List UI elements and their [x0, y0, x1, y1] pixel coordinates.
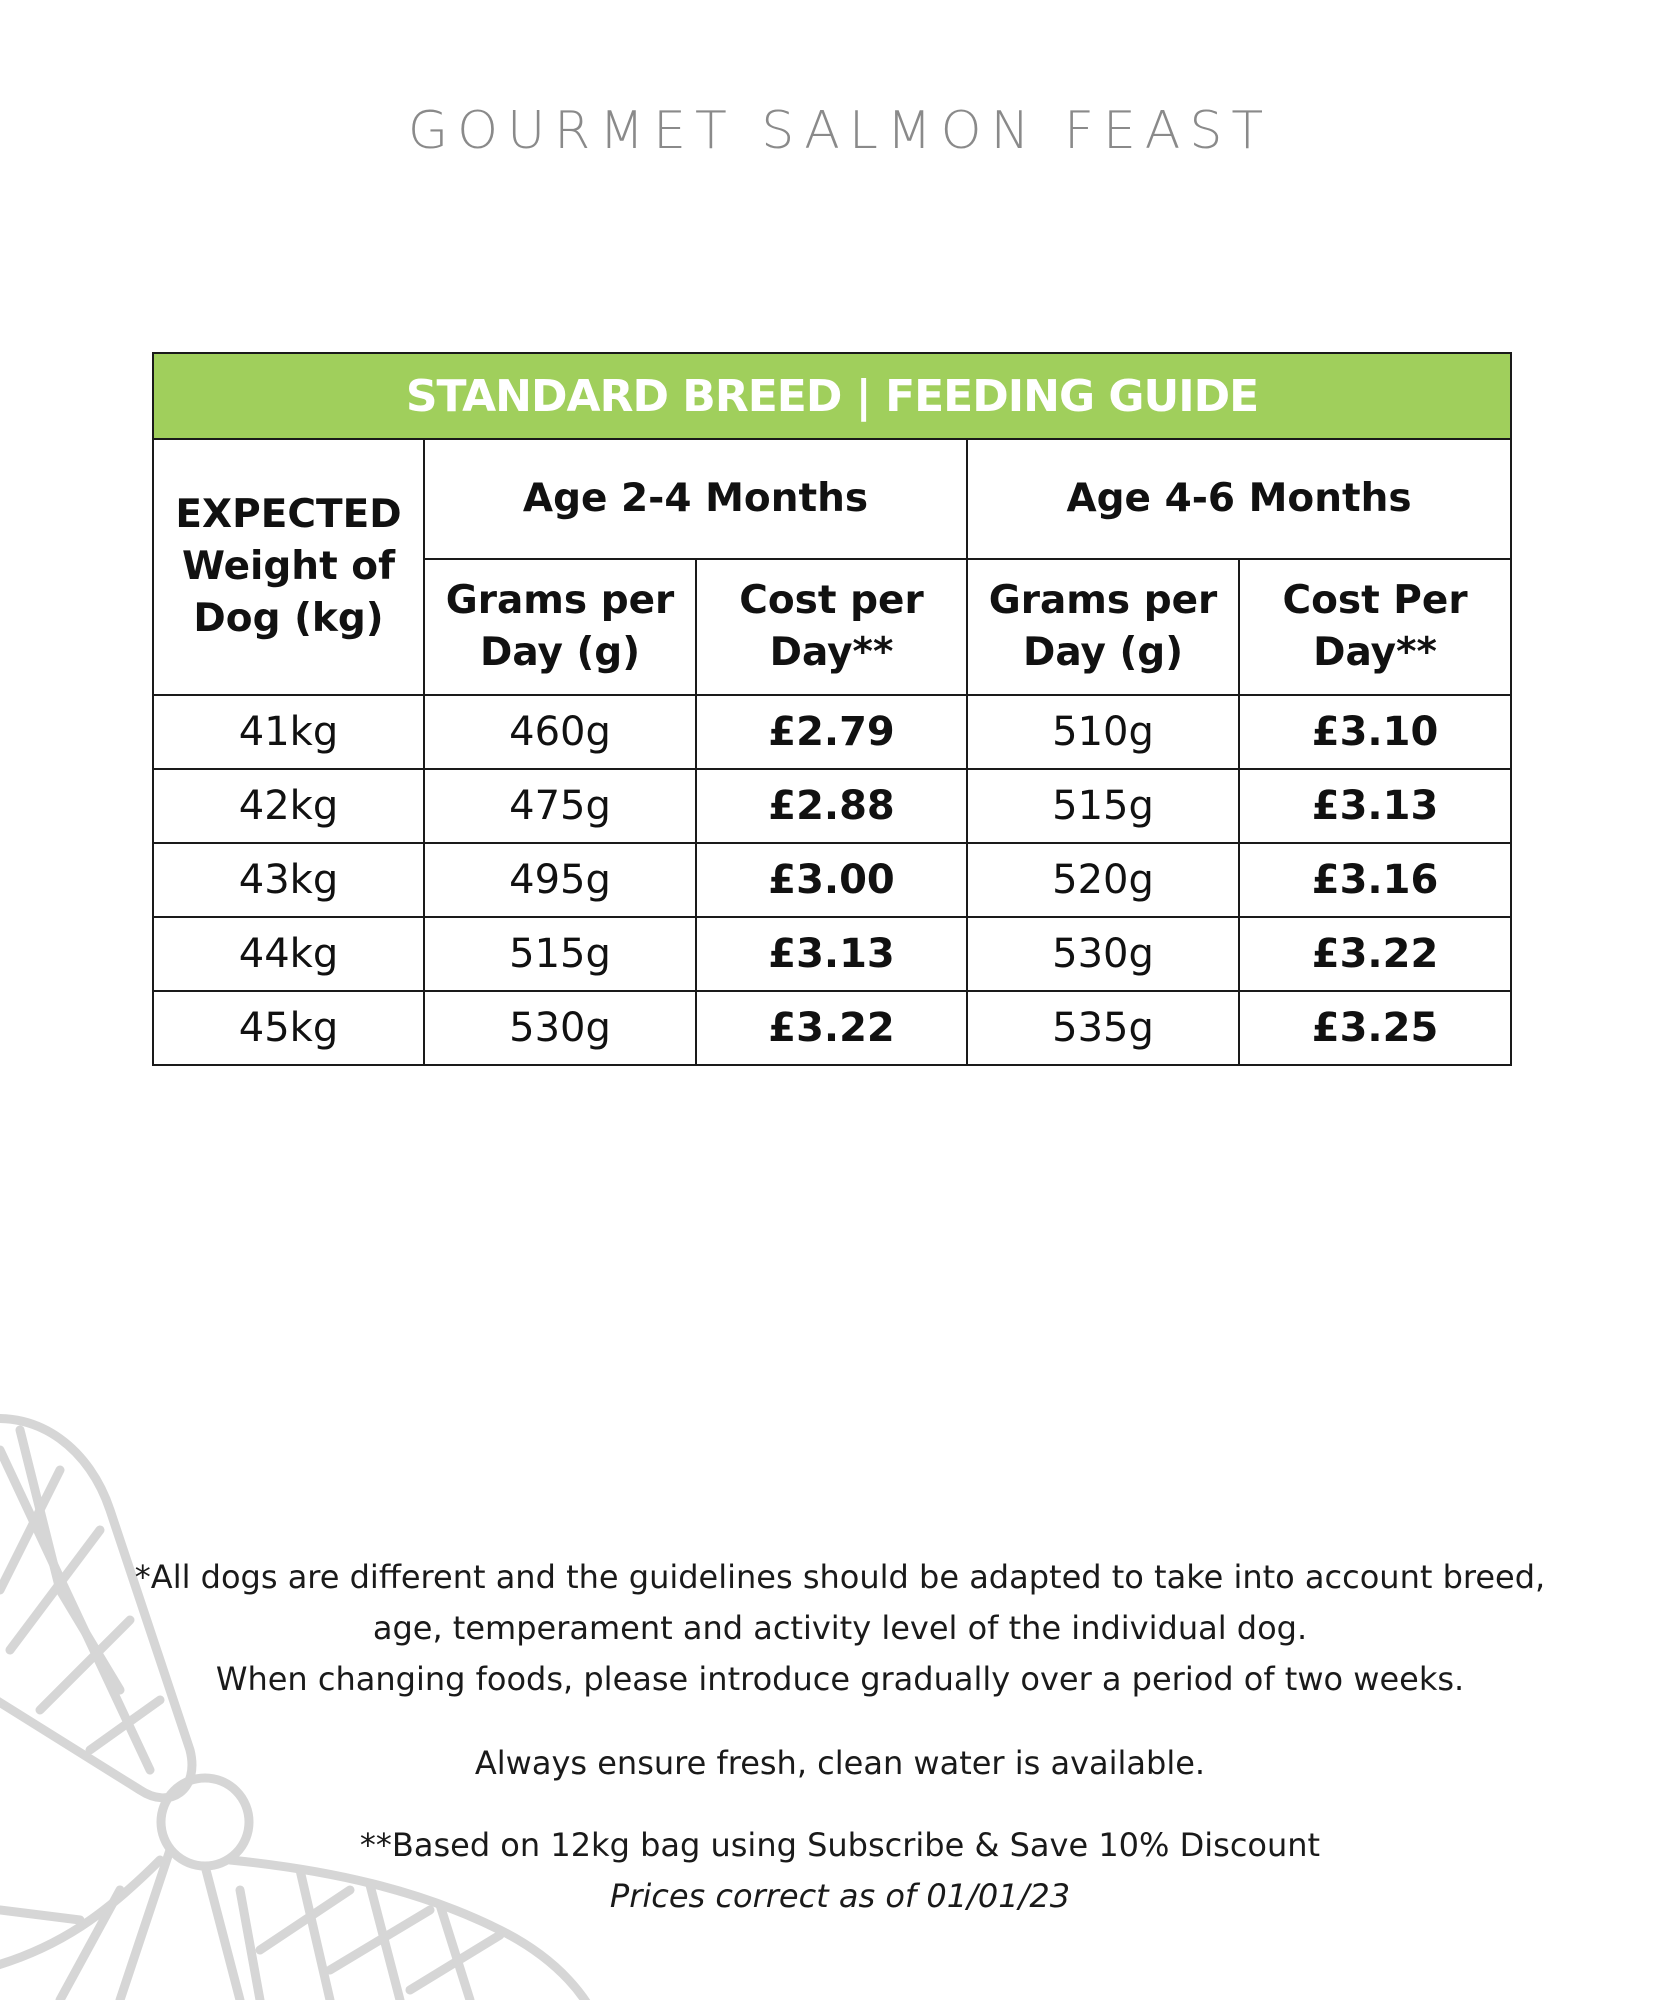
- table-banner: STANDARD BREED | FEEDING GUIDE: [153, 353, 1511, 439]
- feeding-guide-table: [152, 352, 1512, 1066]
- grams-cell: 530g: [424, 991, 696, 1065]
- grams-cell: 510g: [967, 695, 1239, 769]
- grams-header: [967, 559, 1239, 695]
- table-row: [153, 769, 1511, 843]
- disclaimer-line: age, temperament and activity level of the individual dog.: [372, 1609, 1308, 1647]
- cost-header: [696, 559, 967, 695]
- cost-cell: £3.10: [1239, 695, 1511, 769]
- table-row: [153, 917, 1511, 991]
- cost-cell: £3.13: [1239, 769, 1511, 843]
- weight-header-line: EXPECTED: [175, 492, 402, 537]
- cost-cell: £2.88: [696, 769, 967, 843]
- cost-cell: £3.00: [696, 843, 967, 917]
- table-row: [153, 695, 1511, 769]
- cost-cell: £3.22: [1239, 917, 1511, 991]
- weight-cell: 43kg: [153, 843, 424, 917]
- pricing-note: [0, 1820, 1680, 1922]
- cost-header-line: Cost per: [739, 578, 924, 623]
- weight-cell: 44kg: [153, 917, 424, 991]
- grams-cell: 515g: [967, 769, 1239, 843]
- table-row: [153, 991, 1511, 1065]
- cost-cell: £3.16: [1239, 843, 1511, 917]
- cost-header-line: Day**: [1313, 630, 1437, 675]
- grams-cell: 460g: [424, 695, 696, 769]
- weight-header-line: Dog (kg): [193, 596, 384, 641]
- grams-cell: 475g: [424, 769, 696, 843]
- cost-cell: £3.25: [1239, 991, 1511, 1065]
- grams-cell: 520g: [967, 843, 1239, 917]
- weight-cell: 45kg: [153, 991, 424, 1065]
- weight-header: [153, 439, 424, 695]
- grams-header-line: Day (g): [1022, 630, 1184, 675]
- cost-header-line: Cost Per: [1282, 578, 1468, 623]
- weight-header-line: Weight of: [181, 544, 396, 589]
- weight-cell: 42kg: [153, 769, 424, 843]
- grams-header-line: Grams per: [445, 578, 675, 623]
- cost-header-line: Day**: [769, 630, 894, 675]
- disclaimer-line: *All dogs are different and the guidelines should be adapted to take into account breed,: [134, 1558, 1546, 1596]
- water-note: [0, 1738, 1680, 1789]
- cost-cell: £3.22: [696, 991, 967, 1065]
- disclaimer-note: [0, 1552, 1680, 1705]
- cost-cell: £2.79: [696, 695, 967, 769]
- grams-header: [424, 559, 696, 695]
- grams-cell: 495g: [424, 843, 696, 917]
- grams-header-line: Grams per: [988, 578, 1218, 623]
- grams-header-line: Day (g): [479, 630, 641, 675]
- age-group-header-4-6: Age 4-6 Months: [967, 439, 1511, 559]
- cost-header: [1239, 559, 1511, 695]
- age-group-header-2-4: Age 2-4 Months: [424, 439, 967, 559]
- grams-cell: 535g: [967, 991, 1239, 1065]
- prices-date-line: Prices correct as of 01/01/23: [609, 1877, 1071, 1915]
- water-line: Always ensure fresh, clean water is available.: [474, 1744, 1206, 1782]
- grams-cell: 530g: [967, 917, 1239, 991]
- grams-cell: 515g: [424, 917, 696, 991]
- cost-cell: £3.13: [696, 917, 967, 991]
- page-title: GOURMET SALMON FEAST: [407, 101, 1273, 161]
- weight-cell: 41kg: [153, 695, 424, 769]
- table-row: [153, 843, 1511, 917]
- disclaimer-line: When changing foods, please introduce gradually over a period of two weeks.: [215, 1660, 1465, 1698]
- pricing-basis-line: **Based on 12kg bag using Subscribe & Save 10% Discount: [359, 1826, 1321, 1864]
